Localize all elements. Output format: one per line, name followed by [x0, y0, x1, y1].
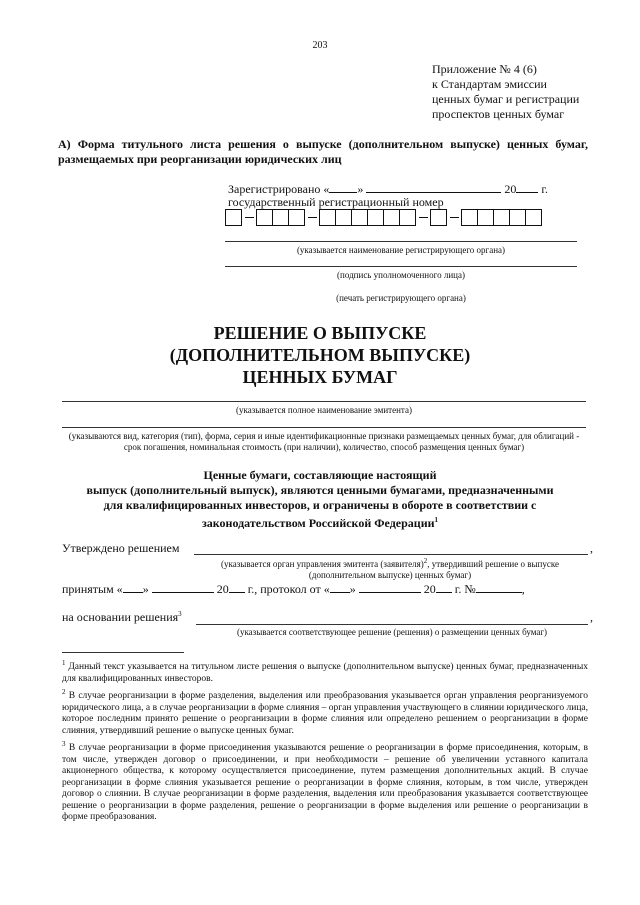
- notice-line: выпуск (дополнительный выпуск), являются ценными бумагами, предназначенными: [86, 483, 554, 497]
- issuer-line: [62, 401, 586, 402]
- quote-close: »: [349, 582, 356, 596]
- authority-line: [225, 241, 577, 242]
- year-suffix: г.: [541, 182, 548, 196]
- number-box: [351, 209, 368, 226]
- footnote-text: В случае реорганизации в форме присоединения указываются решение о реорганизации в форме присоединения, которым, в том числе, утвержден договор о присоединении, и при необходимости – решение об увеличении уставного капитала акционерного общества, к которому осуществляется присоединение, путем размещения дополнительных акций. В случае реорганизации в форме слияния указывается решение о реорганизации в форме слияния, которым, в том числе, утвержден договор о слиянии. В случае реорганизации в форме разделения, выделения или преобразования указывается соответствующее решение о реорганизации в форме разделения, решение о реорганизации в форме выделения или решение о реорганизации в форме преобразования.: [62, 743, 588, 823]
- signature-caption: (подпись уполномоченного лица): [337, 270, 465, 280]
- notice-line: законодательством Российской Федерации: [201, 516, 435, 530]
- issuer-caption: (указывается полное наименование эмитента): [236, 405, 412, 415]
- registration-number-label: государственный регистрационный номер: [228, 195, 444, 209]
- year-prefix: 20: [216, 582, 229, 596]
- basis-label: [62, 610, 182, 625]
- dash: [450, 217, 459, 218]
- number-box: [335, 209, 352, 226]
- number-box: [256, 209, 273, 226]
- footnote: [62, 739, 588, 824]
- number-box: [493, 209, 510, 226]
- dash: [245, 217, 254, 218]
- number-box: [319, 209, 336, 226]
- number-blank: [476, 582, 522, 593]
- document-title: [0, 322, 640, 388]
- caption-text: (указывается орган управления эмитента (заявителя): [221, 559, 424, 569]
- section-heading: А) Форма титульного листа решения о выпуске (дополнительном выпуске) ценных бумаг, размещаемых при реорганизации юридических лиц: [58, 137, 588, 166]
- basis-caption: (указывается соответствующее решение (решения) о размещении ценных бумаг): [236, 627, 548, 637]
- number-box: [430, 209, 447, 226]
- appendix-line: к Стандартам эмиссии: [432, 77, 547, 91]
- appendix-line: проспектов ценных бумаг: [432, 107, 565, 121]
- securities-caption: (указываются вид, категория (тип), форма, серия и иные идентификационные признаки размещаемых ценных бумаг, для облигаций - срок погашения, номинальная стоимость (при наличии), количество, способ размещения ценных бумаг): [68, 431, 580, 452]
- year-prefix: 20: [504, 182, 517, 196]
- protocol-label: г., протокол от «: [247, 582, 330, 596]
- number-box: [525, 209, 542, 226]
- comma: ,: [590, 610, 593, 624]
- footnote: [62, 687, 588, 737]
- day-blank: [330, 582, 350, 593]
- approved-line: [194, 554, 588, 555]
- quote-close: »: [142, 582, 149, 596]
- appendix-line: Приложение № 4 (6): [432, 62, 537, 76]
- securities-line: [62, 427, 586, 428]
- footnote-text: В случае реорганизации в форме разделения, выделения или преобразования указывается орган управления реорганизуемого юридического лица, а в случае реорганизации в форме слияния – орган управления участвующего в слиянии юридического лица, которое последним принято решение о реорганизации в форме слияния или определено решением о реорганизации в форме слияния, утвердивший решение о выпуске ценных бумаг.: [62, 691, 588, 736]
- dash: [419, 217, 428, 218]
- adopted-row: [62, 582, 525, 597]
- approved-caption: [180, 556, 600, 581]
- footnote-ref: 2: [423, 557, 428, 565]
- title-line: (ДОПОЛНИТЕЛЬНОМ ВЫПУСКЕ): [169, 345, 471, 365]
- year-prefix: 20: [423, 582, 436, 596]
- number-box: [367, 209, 384, 226]
- number-box: [272, 209, 289, 226]
- footnote-separator: [62, 652, 184, 653]
- footnote-mark: 2: [62, 688, 66, 697]
- number-label: г. №: [454, 582, 476, 596]
- adopted-label: принятым «: [62, 582, 123, 596]
- footnote-ref: 3: [178, 610, 182, 618]
- day-blank: [123, 582, 143, 593]
- month-blank: [366, 182, 501, 193]
- qualified-investors-notice: [40, 468, 600, 531]
- notice-line: для квалифицированных инвесторов, и ограничены в обороте в соответствии с: [103, 498, 537, 512]
- notice-line: Ценные бумаги, составляющие настоящий: [203, 468, 437, 482]
- number-box: [399, 209, 416, 226]
- footnote-mark: 3: [62, 740, 66, 749]
- caption-text: , утвердивший решение о выпуске: [427, 559, 559, 569]
- authority-caption: (указывается наименование регистрирующего органа): [296, 245, 506, 255]
- number-box: [225, 209, 242, 226]
- number-box: [477, 209, 494, 226]
- title-line: РЕШЕНИЕ О ВЫПУСКЕ: [213, 323, 427, 343]
- registered-label: Зарегистрировано «: [228, 182, 330, 196]
- number-box: [509, 209, 526, 226]
- year-blank: [436, 582, 452, 593]
- year-blank: [229, 582, 245, 593]
- footnotes: [62, 658, 588, 824]
- appendix-line: ценных бумаг и регистрации: [432, 92, 580, 106]
- signature-line: [225, 266, 577, 267]
- basis-text: на основании решения: [62, 610, 179, 624]
- basis-line: [196, 624, 588, 625]
- registration-number-boxes: [226, 209, 542, 226]
- month-blank: [359, 582, 421, 593]
- footnote-text: Данный текст указывается на титульном листе решения о выпуске (дополнительном выпуске) ценных бумаг, предназначенных для квалифицированных инвесторов.: [62, 662, 589, 684]
- footnote: [62, 658, 588, 685]
- year-blank: [516, 182, 538, 193]
- quote-close: »: [357, 182, 364, 196]
- number-box: [383, 209, 400, 226]
- month-blank: [152, 582, 214, 593]
- approved-label: Утверждено решением: [62, 541, 180, 555]
- title-line: ЦЕННЫХ БУМАГ: [242, 367, 398, 387]
- number-box: [288, 209, 305, 226]
- comma: ,: [521, 582, 525, 596]
- appendix-reference: [432, 62, 579, 122]
- caption-text: (дополнительном выпуске) ценных бумаг): [308, 570, 472, 580]
- seal-caption: (печать регистрирующего органа): [336, 293, 466, 303]
- footnote-mark: 1: [62, 659, 66, 667]
- page-number: 203: [312, 40, 328, 51]
- dash: [308, 217, 317, 218]
- day-blank: [329, 182, 357, 193]
- footnote-ref: 1: [434, 516, 439, 524]
- comma: ,: [590, 541, 593, 555]
- number-box: [461, 209, 478, 226]
